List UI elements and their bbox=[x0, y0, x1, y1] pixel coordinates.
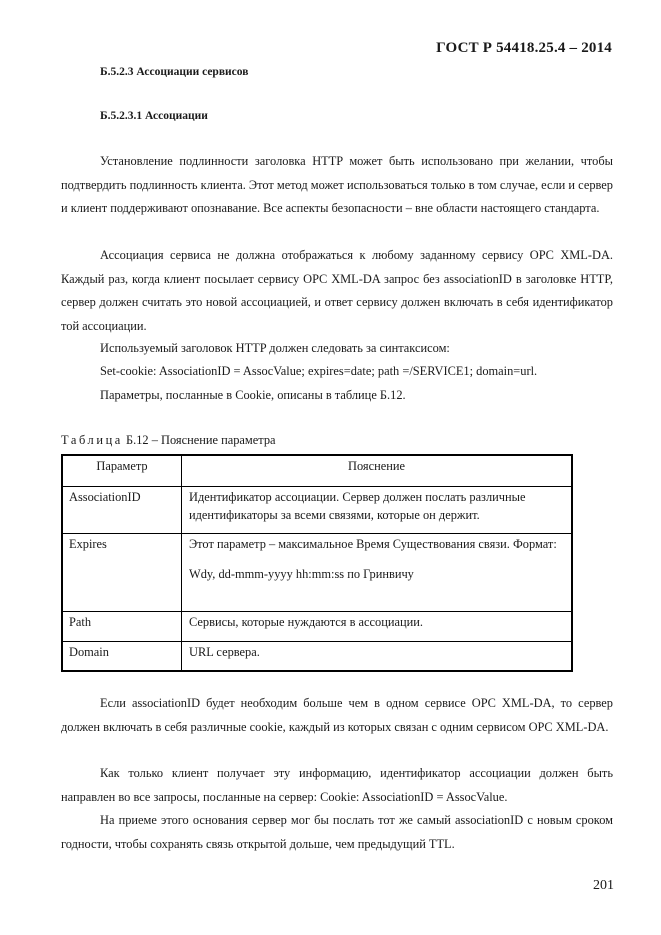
param-name: Expires bbox=[62, 534, 182, 612]
param-description-cell bbox=[182, 534, 573, 612]
table-caption-word: Таблица bbox=[61, 433, 123, 447]
table-caption bbox=[61, 433, 276, 448]
param-description: Этот параметр – максимальное Время Существования связи. Формат: bbox=[189, 537, 557, 551]
param-description: Сервисы, которые нуждаются в ассоциации. bbox=[182, 612, 573, 642]
param-name: Path bbox=[62, 612, 182, 642]
paragraph-authentication: Установление подлинности заголовка HTTP может быть использовано при желании, чтобы подтвердить подлинность клиента. Этот метод может использоваться только в том случае, если и сервер и клиент поддерживают опознавание. Все аспекты безопасности – вне области настоящего стандарта. bbox=[61, 154, 613, 216]
param-name: AssociationID bbox=[62, 487, 182, 534]
paragraph-syntax-intro: Используемый заголовок HTTP должен следовать за синтаксисом: bbox=[100, 341, 450, 355]
param-name: Domain bbox=[62, 642, 182, 672]
table-row bbox=[62, 612, 572, 642]
subsection-heading: Б.5.2.3.1 Ассоциации bbox=[100, 110, 208, 122]
table-row bbox=[62, 534, 572, 612]
paragraph-association: Ассоциация сервиса не должна отображаться к любому заданному сервису OPC XML-DA. Каждый раз, когда клиент посылает сервису OPC XML-DA запрос без associationID в заголовке HTTP, сервер должен считать это новой ассоциацией, и ответ сервису должен включать в себя идентификатор той ассоциации. bbox=[61, 248, 613, 333]
paragraph-cookie-params: Параметры, посланные в Cookie, описаны в таблице Б.12. bbox=[100, 388, 406, 402]
param-format: Wdy, dd-mmm-yyyy hh:mm:ss по Гринвичу bbox=[189, 566, 414, 581]
table-row bbox=[62, 642, 572, 672]
param-description: Идентификатор ассоциации. Сервер должен послать различные идентификаторы за всеми связями, которые он держит. bbox=[182, 487, 573, 534]
paragraph-client-requests: Как только клиент получает эту информацию, идентификатор ассоциации должен быть направлен во все запросы, посланные на сервер: Cookie: AssociationID = AssocValue. bbox=[61, 766, 613, 804]
table-row bbox=[62, 487, 572, 534]
header-parameter: Параметр bbox=[62, 455, 182, 487]
header-explanation: Пояснение bbox=[182, 455, 573, 487]
page-number: 201 bbox=[593, 878, 614, 893]
paragraph-server-renewal: На приеме этого основания сервер мог бы послать тот же самый associationID с новым сроком годности, чтобы сохранять связь открытой дольше, чем предыдущий TTL. bbox=[61, 813, 613, 851]
table-header-row bbox=[62, 455, 572, 487]
syntax-line: Set-cookie: AssociationID = AssocValue; expires=date; path =/SERVICE1; domain=url. bbox=[100, 364, 538, 378]
table-caption-text: Б.12 – Пояснение параметра bbox=[122, 433, 276, 447]
parameters-table bbox=[61, 454, 573, 672]
param-description: URL сервера. bbox=[182, 642, 573, 672]
standard-designation: ГОСТ Р 54418.25.4 – 2014 bbox=[436, 40, 612, 56]
paragraph-multiple-services: Если associationID будет необходим больше чем в одном сервисе OPC XML-DA, то сервер должен включать в себя различные cookie, каждый из которых связан с одним сервисом OPC XML-DA. bbox=[61, 696, 613, 734]
section-heading: Б.5.2.3 Ассоциации сервисов bbox=[100, 66, 249, 78]
